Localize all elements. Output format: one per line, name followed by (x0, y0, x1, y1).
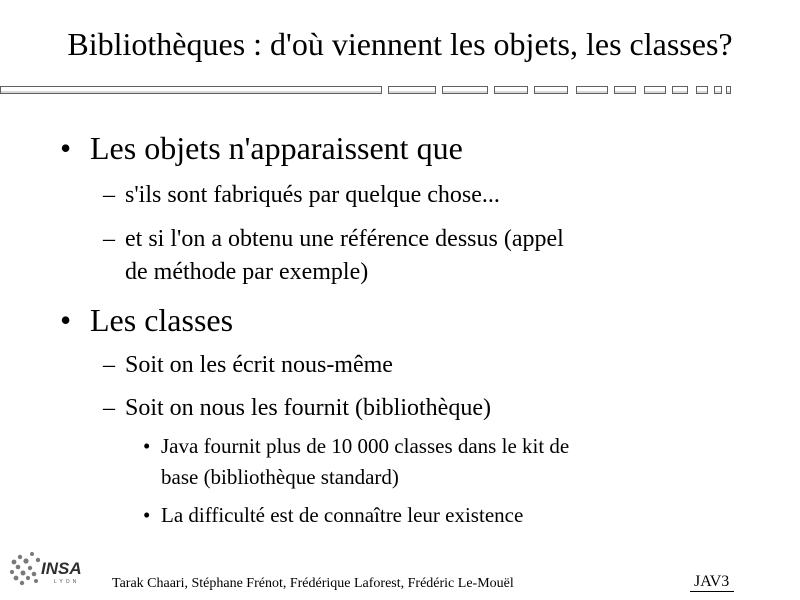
bullet-marker: • (60, 130, 72, 166)
sub-bullet-text: s'ils sont fabriqués par quelque chose... (125, 182, 500, 208)
sub-bullet-marker: – (103, 226, 115, 252)
logo-subtext: LYON (54, 579, 80, 585)
sub-sub-bullet-text: Java fournit plus de 10 000 classes dans le kit de (161, 434, 570, 458)
sub-sub-bullet-marker: • (143, 503, 151, 527)
sub-sub-bullet-text: La difficulté est de connaître leur existence (161, 503, 524, 527)
sub-bullet-text: Soit on les écrit nous-même (125, 352, 393, 378)
insa-logo (8, 548, 94, 590)
slide-code: JAV3 (694, 573, 730, 590)
sub-bullet-text: et si l'on a obtenu une référence dessus (appel (125, 226, 564, 252)
footer-authors: Tarak Chaari, Stéphane Frénot, Frédérique Laforest, Frédéric Le-Mouël (112, 576, 514, 591)
bullet-text: Les classes (90, 302, 234, 338)
sub-bullet-marker: – (103, 352, 115, 378)
logo-dots (10, 552, 40, 585)
sub-bullet-text-continued: de méthode par exemple) (125, 259, 369, 285)
bullet-text: Les objets n'apparaissent que (90, 130, 463, 166)
slide-code-underline (690, 591, 734, 592)
sub-sub-bullet-text-continued: base (bibliothèque standard) (161, 465, 399, 489)
bullet-marker: • (60, 302, 72, 338)
sub-sub-bullet-marker: • (143, 434, 151, 458)
sub-bullet-marker: – (103, 182, 115, 208)
slide-title: Bibliothèques : d'où viennent les objets, les classes? (67, 26, 733, 62)
sub-bullet-marker: – (103, 395, 115, 421)
sub-bullet-text: Soit on nous les fournit (bibliothèque) (125, 395, 491, 421)
logo-text: INSA (41, 559, 82, 578)
